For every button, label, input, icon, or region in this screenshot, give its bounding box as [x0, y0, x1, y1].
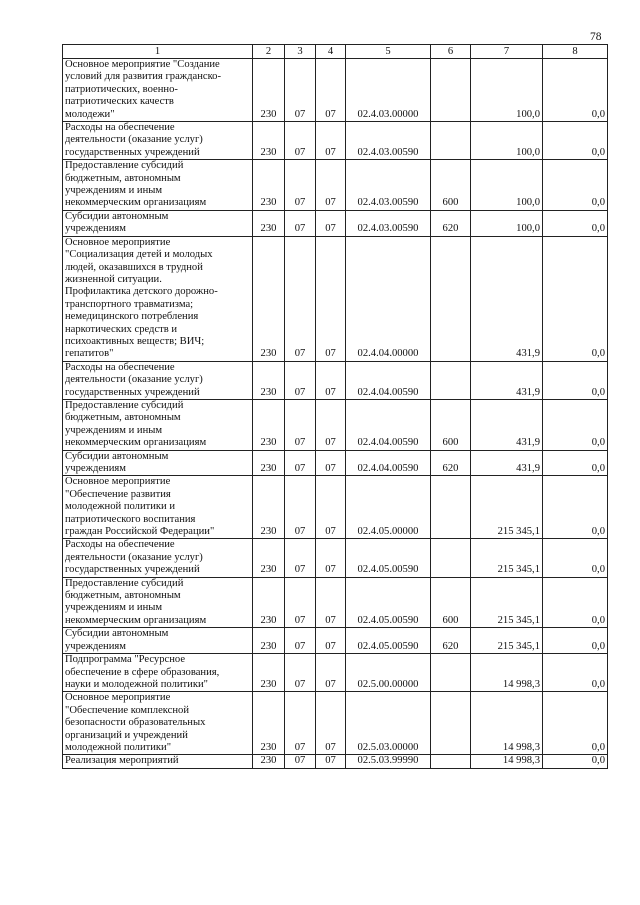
row-subsection-cell: 07	[316, 755, 346, 768]
row-amount-cell: 100,0	[471, 160, 543, 211]
row-type-cell	[431, 755, 471, 768]
row-target-cell: 02.4.04.00000	[346, 236, 431, 361]
row-section-cell: 07	[285, 539, 316, 577]
row-target-cell: 02.4.05.00590	[346, 628, 431, 654]
row-extra-cell: 0,0	[543, 361, 608, 399]
table-row	[63, 399, 608, 450]
row-subsection-cell: 07	[316, 236, 346, 361]
table-row	[63, 476, 608, 539]
table-row	[63, 210, 608, 236]
row-code-cell: 230	[253, 59, 285, 122]
row-name-cell: Основное мероприятие "Социализация детей и молодых людей, оказавшихся в трудной жизненной ситуации. Профилактика детского дорожно- транспортного травматизма; немедицинского потребления наркотических средств и психоактивных веществ; ВИЧ; гепатитов"	[63, 236, 253, 361]
table-row	[63, 654, 608, 692]
row-subsection-cell: 07	[316, 59, 346, 122]
row-name-cell: Предоставление субсидий бюджетным, автономным учреждениям и иным некоммерческим организациям	[63, 399, 253, 450]
row-target-cell: 02.4.03.00590	[346, 122, 431, 160]
row-subsection-cell: 07	[316, 122, 346, 160]
row-target-cell: 02.4.04.00590	[346, 399, 431, 450]
row-type-cell: 620	[431, 210, 471, 236]
header-col-2: 2	[253, 45, 285, 59]
row-extra-cell: 0,0	[543, 577, 608, 628]
row-code-cell: 230	[253, 210, 285, 236]
table-row	[63, 539, 608, 577]
row-type-cell	[431, 539, 471, 577]
row-amount-cell: 14 998,3	[471, 654, 543, 692]
row-name-cell: Основное мероприятие "Обеспечение развития молодежной политики и патриотического воспитания граждан Российской Федерации"	[63, 476, 253, 539]
row-subsection-cell: 07	[316, 539, 346, 577]
row-extra-cell: 0,0	[543, 399, 608, 450]
table-row	[63, 361, 608, 399]
row-code-cell: 230	[253, 755, 285, 768]
row-type-cell: 620	[431, 450, 471, 476]
table-header-row	[63, 45, 608, 59]
row-code-cell: 230	[253, 160, 285, 211]
table-row	[63, 160, 608, 211]
row-extra-cell: 0,0	[543, 476, 608, 539]
row-name-cell: Расходы на обеспечение деятельности (оказание услуг) государственных учреждений	[63, 361, 253, 399]
row-amount-cell: 431,9	[471, 361, 543, 399]
row-name-cell: Субсидии автономным учреждениям	[63, 210, 253, 236]
row-extra-cell: 0,0	[543, 210, 608, 236]
table-row	[63, 122, 608, 160]
row-subsection-cell: 07	[316, 361, 346, 399]
budget-table	[62, 44, 608, 769]
row-type-cell	[431, 476, 471, 539]
row-name-cell: Субсидии автономным учреждениям	[63, 450, 253, 476]
row-extra-cell: 0,0	[543, 755, 608, 768]
row-name-cell: Субсидии автономным учреждениям	[63, 628, 253, 654]
row-type-cell: 620	[431, 628, 471, 654]
row-section-cell: 07	[285, 361, 316, 399]
row-section-cell: 07	[285, 755, 316, 768]
row-extra-cell: 0,0	[543, 450, 608, 476]
row-target-cell: 02.5.00.00000	[346, 654, 431, 692]
row-extra-cell: 0,0	[543, 628, 608, 654]
row-name-cell: Расходы на обеспечение деятельности (оказание услуг) государственных учреждений	[63, 122, 253, 160]
row-code-cell: 230	[253, 399, 285, 450]
row-code-cell: 230	[253, 692, 285, 755]
row-type-cell	[431, 59, 471, 122]
row-name-cell: Предоставление субсидий бюджетным, автономным учреждениям и иным некоммерческим организациям	[63, 160, 253, 211]
row-target-cell: 02.4.04.00590	[346, 450, 431, 476]
table-row	[63, 755, 608, 768]
row-code-cell: 230	[253, 628, 285, 654]
header-col-8: 8	[543, 45, 608, 59]
row-amount-cell: 100,0	[471, 210, 543, 236]
row-target-cell: 02.4.04.00590	[346, 361, 431, 399]
row-section-cell: 07	[285, 692, 316, 755]
table-row	[63, 450, 608, 476]
row-amount-cell: 215 345,1	[471, 476, 543, 539]
row-type-cell	[431, 692, 471, 755]
header-col-1: 1	[63, 45, 253, 59]
row-subsection-cell: 07	[316, 399, 346, 450]
row-amount-cell: 14 998,3	[471, 692, 543, 755]
row-amount-cell: 431,9	[471, 450, 543, 476]
row-section-cell: 07	[285, 160, 316, 211]
row-amount-cell: 215 345,1	[471, 628, 543, 654]
row-subsection-cell: 07	[316, 450, 346, 476]
row-amount-cell: 14 998,3	[471, 755, 543, 768]
row-section-cell: 07	[285, 476, 316, 539]
row-subsection-cell: 07	[316, 692, 346, 755]
row-name-cell: Основное мероприятие "Обеспечение комплексной безопасности образовательных организаций и учреждений молодежной политики"	[63, 692, 253, 755]
row-type-cell: 600	[431, 160, 471, 211]
row-target-cell: 02.4.05.00000	[346, 476, 431, 539]
row-subsection-cell: 07	[316, 160, 346, 211]
row-amount-cell: 431,9	[471, 236, 543, 361]
row-code-cell: 230	[253, 122, 285, 160]
row-section-cell: 07	[285, 628, 316, 654]
row-code-cell: 230	[253, 654, 285, 692]
row-amount-cell: 215 345,1	[471, 577, 543, 628]
row-subsection-cell: 07	[316, 654, 346, 692]
row-section-cell: 07	[285, 654, 316, 692]
row-type-cell	[431, 654, 471, 692]
row-code-cell: 230	[253, 577, 285, 628]
row-target-cell: 02.5.03.99990	[346, 755, 431, 768]
table-row	[63, 236, 608, 361]
row-code-cell: 230	[253, 361, 285, 399]
row-amount-cell: 215 345,1	[471, 539, 543, 577]
table-row	[63, 628, 608, 654]
row-target-cell: 02.4.03.00590	[346, 160, 431, 211]
row-type-cell: 600	[431, 399, 471, 450]
row-type-cell: 600	[431, 577, 471, 628]
row-section-cell: 07	[285, 577, 316, 628]
header-col-7: 7	[471, 45, 543, 59]
header-col-5: 5	[346, 45, 431, 59]
row-extra-cell: 0,0	[543, 654, 608, 692]
row-name-cell: Основное мероприятие "Создание условий для развития гражданско- патриотических, военно- патриотических качеств молодежи"	[63, 59, 253, 122]
row-target-cell: 02.4.03.00000	[346, 59, 431, 122]
row-extra-cell: 0,0	[543, 59, 608, 122]
row-type-cell	[431, 361, 471, 399]
page-number: 78	[590, 31, 602, 43]
row-section-cell: 07	[285, 210, 316, 236]
table-row	[63, 59, 608, 122]
row-section-cell: 07	[285, 236, 316, 361]
row-type-cell	[431, 122, 471, 160]
row-section-cell: 07	[285, 122, 316, 160]
row-name-cell: Реализация мероприятий	[63, 755, 253, 768]
header-col-3: 3	[285, 45, 316, 59]
row-subsection-cell: 07	[316, 210, 346, 236]
row-subsection-cell: 07	[316, 577, 346, 628]
row-extra-cell: 0,0	[543, 160, 608, 211]
row-extra-cell: 0,0	[543, 692, 608, 755]
row-amount-cell: 100,0	[471, 122, 543, 160]
row-section-cell: 07	[285, 399, 316, 450]
row-subsection-cell: 07	[316, 628, 346, 654]
row-section-cell: 07	[285, 450, 316, 476]
header-col-6: 6	[431, 45, 471, 59]
row-amount-cell: 431,9	[471, 399, 543, 450]
row-extra-cell: 0,0	[543, 236, 608, 361]
table-row	[63, 577, 608, 628]
row-name-cell: Расходы на обеспечение деятельности (оказание услуг) государственных учреждений	[63, 539, 253, 577]
row-target-cell: 02.5.03.00000	[346, 692, 431, 755]
row-type-cell	[431, 236, 471, 361]
row-section-cell: 07	[285, 59, 316, 122]
row-code-cell: 230	[253, 450, 285, 476]
row-target-cell: 02.4.05.00590	[346, 539, 431, 577]
row-extra-cell: 0,0	[543, 539, 608, 577]
row-extra-cell: 0,0	[543, 122, 608, 160]
row-code-cell: 230	[253, 476, 285, 539]
row-code-cell: 230	[253, 539, 285, 577]
table-row	[63, 692, 608, 755]
row-subsection-cell: 07	[316, 476, 346, 539]
header-col-4: 4	[316, 45, 346, 59]
row-name-cell: Предоставление субсидий бюджетным, автономным учреждениям и иным некоммерческим организациям	[63, 577, 253, 628]
row-target-cell: 02.4.03.00590	[346, 210, 431, 236]
row-code-cell: 230	[253, 236, 285, 361]
row-name-cell: Подпрограмма "Ресурсное обеспечение в сфере образования, науки и молодежной политики"	[63, 654, 253, 692]
row-amount-cell: 100,0	[471, 59, 543, 122]
row-target-cell: 02.4.05.00590	[346, 577, 431, 628]
